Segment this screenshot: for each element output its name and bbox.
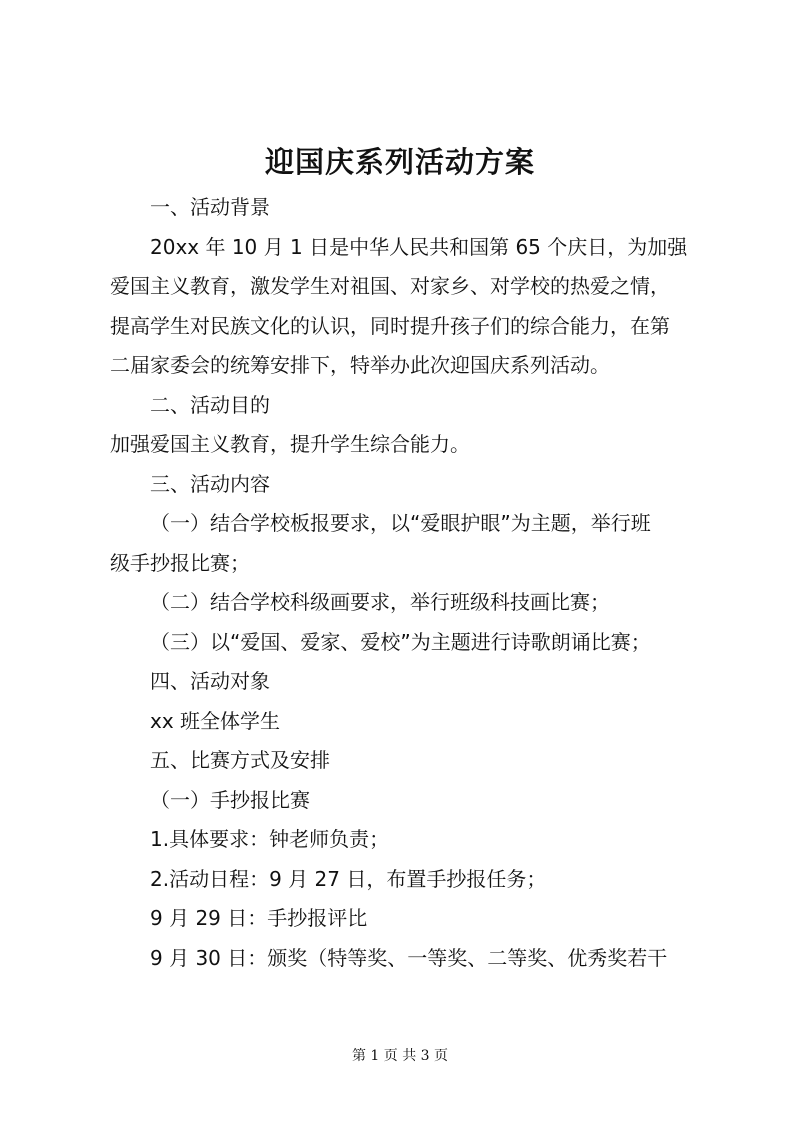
section-heading-target: 四、活动对象 xyxy=(150,669,270,693)
schedule-date-30: 9 月 30 日：颁奖（特等奖、一等奖、二等奖、优秀奖若干 xyxy=(150,945,668,970)
content-item-1-line: 级手抄报比赛； xyxy=(110,550,250,575)
section-heading-method: 五、比赛方式及安排 xyxy=(150,748,330,772)
background-paragraph-line: 爱国主义教育，激发学生对祖国、对家乡、对学校的热爱之情， xyxy=(110,274,670,298)
background-paragraph-line: 二届家委会的统筹安排下，特举办此次迎国庆系列活动。 xyxy=(110,353,610,377)
content-item-2: （二）结合学校科级画要求，举行班级科技画比赛； xyxy=(150,590,610,614)
document-body xyxy=(110,188,720,978)
section-heading-content: 三、活动内容 xyxy=(150,471,270,496)
section-heading-background: 一、活动背景 xyxy=(150,195,270,219)
subsection-heading-handwritten-newspaper: （一）手抄报比赛 xyxy=(150,787,310,812)
goal-text: 加强爱国主义教育，提升学生综合能力。 xyxy=(110,432,470,456)
schedule-date-29: 9 月 29 日：手抄报评比 xyxy=(150,906,368,930)
target-text: xx 班全体学生 xyxy=(150,708,281,733)
background-paragraph-line: 20xx 年 10 月 1 日是中华人民共和国第 65 个庆日，为加强 xyxy=(150,234,688,259)
content-item-3: （三）以“爱国、爱家、爱校”为主题进行诗歌朗诵比赛； xyxy=(150,629,651,654)
document-title: 迎国庆系列活动方案 xyxy=(264,145,535,179)
background-paragraph-line: 提高学生对民族文化的认识，同时提升孩子们的综合能力，在第 xyxy=(110,313,670,338)
requirement-text: 1.具体要求：钟老师负责； xyxy=(150,827,390,851)
content-item-1-line: （一）结合学校板报要求，以“爱眼护眼”为主题，举行班 xyxy=(150,511,651,535)
page-footer: 第 1 页 共 3 页 xyxy=(351,1048,449,1064)
section-heading-goal: 二、活动目的 xyxy=(150,392,270,417)
schedule-text: 2.活动日程：9 月 27 日，布置手抄报任务； xyxy=(150,866,547,891)
